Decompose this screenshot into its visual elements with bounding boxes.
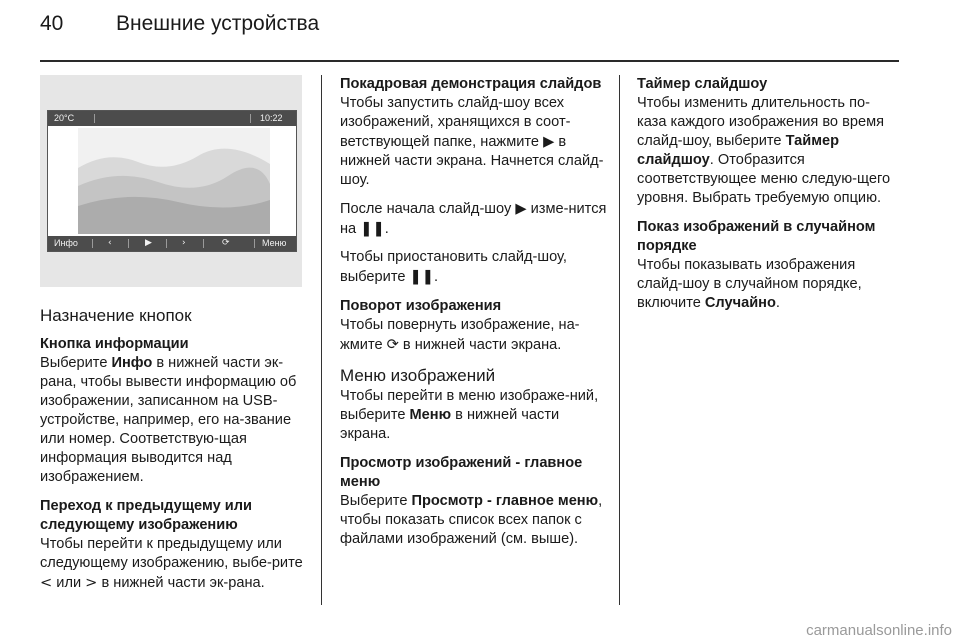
text: в нижней части эк-рана, чтобы вывести информацию об изображении, записанном на USB-устройстве, например, его на-звание или номер. Соответствую-щая информация выводится над изображением.: [40, 355, 297, 485]
info-button[interactable]: Инфо: [54, 238, 78, 248]
bold-term: Просмотр - главное меню: [411, 493, 599, 509]
paragraph: [340, 316, 610, 355]
play-icon: ▶: [515, 200, 527, 217]
text: Чтобы показывать изображения слайд-шоу в случайном порядке, включите: [637, 257, 862, 311]
header-rule: [40, 60, 899, 62]
text: в нижней части экрана.: [398, 337, 562, 353]
landscape-image: [78, 128, 270, 234]
page-header: [40, 12, 319, 36]
section-slideshow-timer: [637, 75, 899, 208]
text: в нижней части эк-рана.: [97, 575, 265, 591]
column-middle: [340, 75, 610, 559]
paragraph: [40, 535, 306, 593]
text: .: [384, 221, 389, 237]
paragraph: [340, 492, 610, 549]
column-divider: [619, 75, 620, 605]
display-status-bar: [48, 111, 296, 126]
column-divider: [321, 75, 322, 605]
text: , чтобы показать список всех папок с файлами изображений (см. выше).: [340, 493, 603, 547]
text: .: [775, 295, 780, 311]
text: или: [52, 575, 86, 591]
display-frame: [47, 110, 297, 252]
page-number: 40: [40, 12, 64, 35]
paragraph: [637, 256, 899, 313]
text: Выберите: [340, 493, 412, 509]
text: Чтобы перейти в меню изображе-ний, выберите: [340, 388, 599, 423]
paragraph: [340, 248, 610, 287]
text: . Отобразится соответствующее меню следую-щего уровня. Выбрать требуемую опцию.: [637, 152, 891, 206]
subheading: Покадровая демонстрация слайдов: [340, 76, 602, 92]
text: Чтобы приостановить слайд-шоу, выберите: [340, 249, 567, 285]
previous-symbol: <: [40, 574, 53, 591]
previous-icon[interactable]: ‹: [108, 238, 112, 248]
bold-term: Инфо: [111, 355, 153, 371]
rotate-icon[interactable]: ⟳: [222, 238, 230, 248]
watermark: carmanualsonline.info: [806, 622, 952, 639]
control-separator: [166, 239, 167, 248]
control-separator: [254, 239, 255, 248]
text: в нижней части экрана. Начнется слайд-шоу.: [340, 134, 604, 188]
bold-term: Таймер слайдшоу: [637, 133, 840, 168]
pause-icon: ❚❚: [409, 268, 434, 285]
paragraph: [340, 387, 610, 444]
text: изме-нится на: [340, 201, 607, 237]
section-prev-next: [40, 497, 306, 593]
text: Выберите: [40, 355, 112, 371]
menu-button[interactable]: Меню: [262, 238, 287, 248]
section-image-menu: [340, 387, 610, 444]
subheading: Показ изображений в случайном порядке: [637, 219, 876, 254]
control-separator: [203, 239, 204, 248]
subheading: Поворот изображения: [340, 298, 502, 314]
display-screenshot: [40, 75, 302, 287]
status-separator: [250, 114, 251, 123]
paragraph: [340, 199, 610, 239]
text: в нижней части экрана.: [340, 407, 560, 442]
subheading: Кнопка информации: [40, 336, 189, 352]
control-separator: [92, 239, 93, 248]
paragraph: [340, 94, 610, 190]
column-left: [40, 305, 306, 603]
subheading: Таймер слайдшоу: [637, 76, 768, 92]
bold-term: Меню: [409, 407, 452, 423]
display-control-bar: [48, 236, 296, 251]
section-shuffle: [637, 218, 899, 313]
next-symbol: >: [85, 574, 98, 591]
page-title: Внешние устройства: [116, 12, 320, 35]
text: Чтобы запустить слайд-шоу всех изображений, хранящихся в соот-ветствующей папке, нажмите: [340, 95, 571, 150]
paragraph: [40, 354, 306, 487]
status-separator: [94, 114, 95, 123]
control-separator: [128, 239, 129, 248]
play-icon[interactable]: ▶: [145, 238, 152, 248]
next-icon[interactable]: ›: [182, 238, 186, 248]
paragraph: [637, 94, 899, 208]
text: Чтобы изменить длительность по-каза каждого изображения во время слайд-шоу, выберите: [637, 95, 885, 149]
text: Чтобы перейти к предыдущему или следующему изображению, выбе-рите: [40, 536, 303, 571]
column-right: [637, 75, 899, 323]
text: Чтобы повернуть изображение, на-жмите: [340, 317, 580, 353]
text: .: [433, 269, 439, 285]
bold-term: Случайно: [704, 295, 776, 311]
clock-readout: 10:22: [260, 113, 283, 123]
rotate-icon: ⟳: [386, 336, 399, 353]
play-icon: ▶: [543, 133, 555, 150]
text: После начала слайд-шоу: [340, 201, 516, 217]
section-rotate: [340, 297, 610, 355]
temperature-readout: 20°C: [54, 113, 75, 123]
section-heading: Меню изображений: [340, 366, 496, 385]
section-browse-main: [340, 454, 610, 549]
section-info-button: [40, 335, 306, 487]
subheading: Переход к предыдущему или следующему изображению: [40, 498, 252, 533]
section-slideshow: [340, 75, 610, 287]
pause-icon: ❚❚: [360, 220, 385, 237]
section-heading: Назначение кнопок: [40, 306, 192, 325]
subheading: Просмотр изображений - главное меню: [340, 455, 583, 490]
